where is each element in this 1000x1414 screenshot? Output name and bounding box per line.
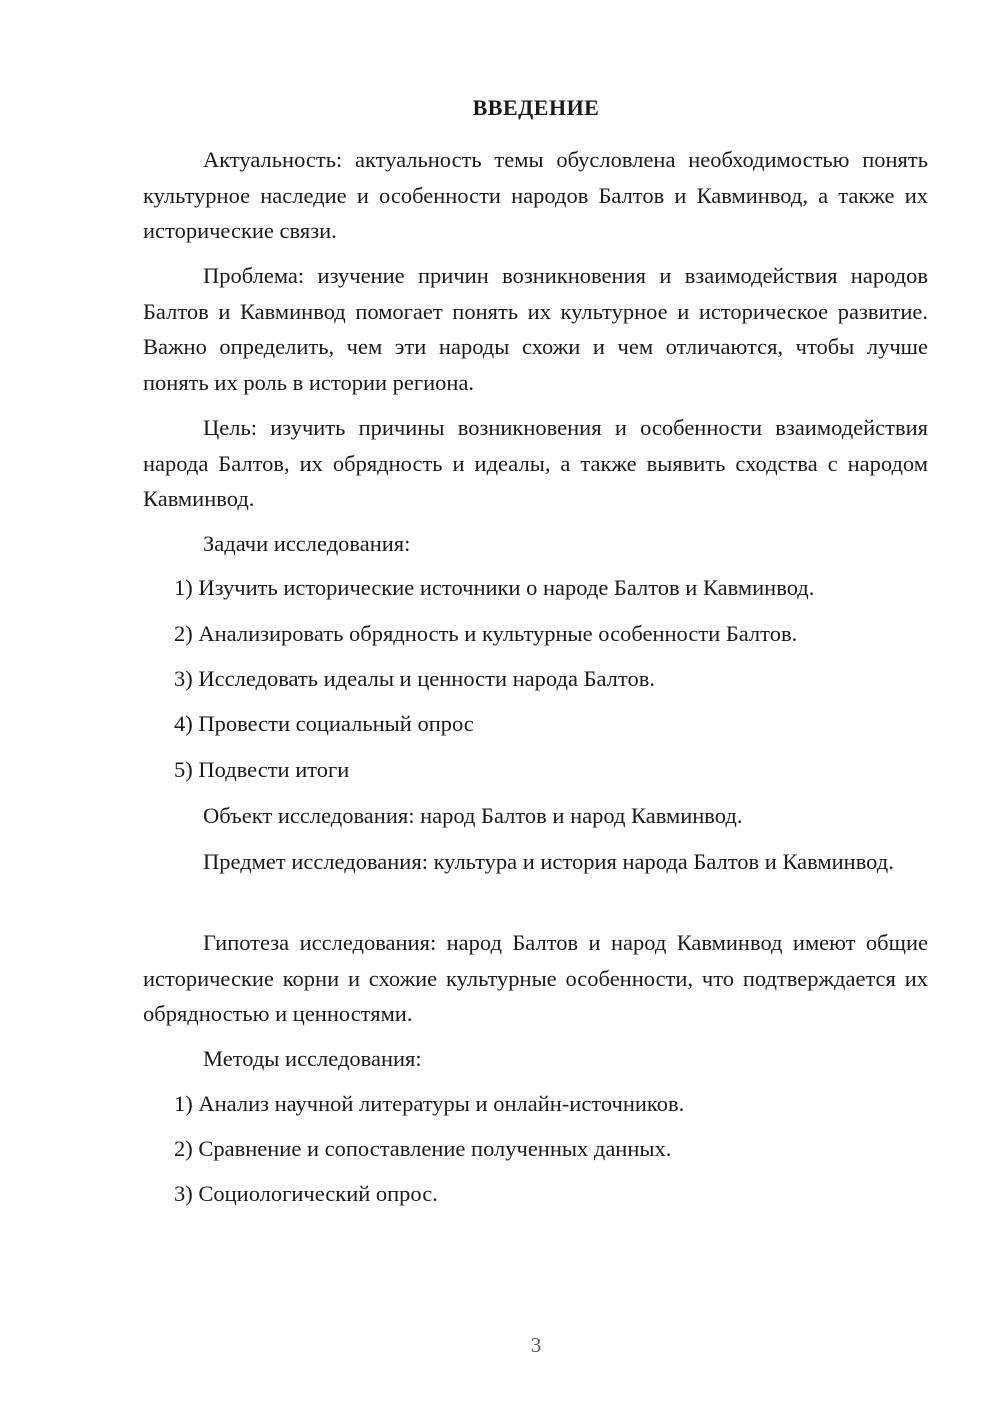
task-item: 5) Подвести итоги <box>174 757 350 782</box>
hypothesis-paragraph: Гипотеза исследования: народ Балтов и народ Кавминвод имеют общие исторические корни и схожие культурные особенности, что подтверждается их обрядностью и ценностями. <box>143 930 928 1026</box>
problem-paragraph: Проблема: изучение причин возникновения и взаимодействия народов Балтов и Кавминвод помогает понять их культурное и историческое развитие. Важно определить, чем эти народы схожи и чем отличаются, чтобы лучше понять их роль в истории региона. <box>143 263 928 395</box>
subject-paragraph: Предмет исследования: культура и история народа Балтов и Кавминвод. <box>203 849 894 874</box>
task-item: 3) Исследовать идеалы и ценности народа Балтов. <box>174 666 655 691</box>
task-item: 1) Изучить исторические источники о народе Балтов и Кавминвод. <box>174 575 815 600</box>
methods-heading: Методы исследования: <box>203 1046 422 1071</box>
section-title: ВВЕДЕНИЕ <box>472 95 600 120</box>
goal-paragraph: Цель: изучить причины возникновения и особенности взаимодействия народа Балтов, их обрядность и идеалы, а также выявить сходства с народом Кавминвод. <box>143 415 928 511</box>
tasks-heading: Задачи исследования: <box>203 531 411 556</box>
task-item: 4) Провести социальный опрос <box>174 711 474 736</box>
method-item: 1) Анализ научной литературы и онлайн-источников. <box>174 1091 685 1116</box>
method-item: 2) Сравнение и сопоставление полученных данных. <box>174 1136 672 1161</box>
page-number: 3 <box>530 1333 542 1357</box>
relevance-paragraph: Актуальность: актуальность темы обусловлена необходимостью понять культурное наследие и особенности народов Балтов и Кавминвод, а также их исторические связи. <box>143 147 928 243</box>
object-paragraph: Объект исследования: народ Балтов и народ Кавминвод. <box>203 803 743 828</box>
method-item: 3) Социологический опрос. <box>174 1181 438 1206</box>
task-item: 2) Анализировать обрядность и культурные особенности Балтов. <box>174 621 798 646</box>
